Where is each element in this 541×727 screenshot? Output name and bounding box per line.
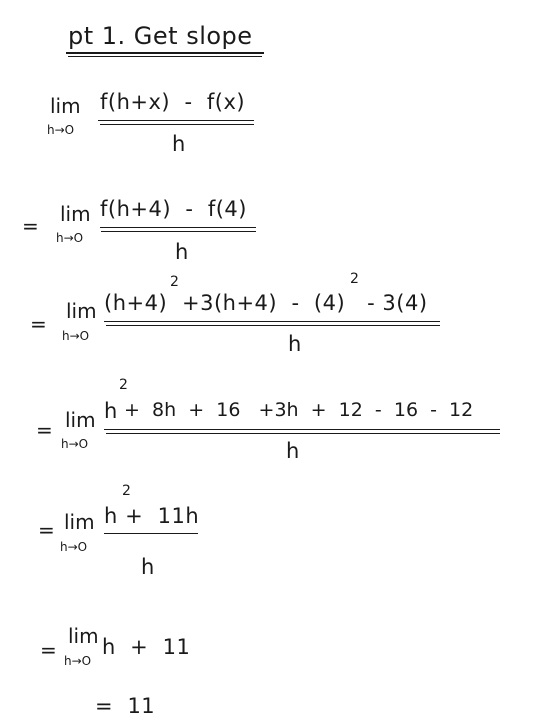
exponent: 2: [119, 377, 128, 393]
limit-label: lim: [60, 202, 91, 226]
fraction-bar: [104, 429, 500, 430]
fraction-bar-2: [101, 231, 256, 232]
fraction-bar: [100, 227, 256, 228]
numerator-part: + 8h + 16 +3h + 12 - 16 - 12: [118, 399, 474, 421]
limit-label: lim: [64, 510, 95, 534]
numerator-part: h: [104, 399, 118, 423]
equals-sign: =: [36, 418, 53, 442]
exponent: 2: [122, 483, 131, 499]
limit-approach: h→O: [64, 654, 92, 668]
equals-sign: =: [38, 518, 55, 542]
equals-sign: =: [40, 638, 57, 662]
limit-label: lim: [66, 299, 97, 323]
equals-sign: =: [22, 214, 39, 238]
final-result: = 11: [95, 694, 156, 718]
fraction-bar-2: [106, 433, 500, 434]
limit-approach: h→O: [47, 123, 75, 137]
title-underline: [66, 52, 264, 54]
fraction-bar-2: [106, 325, 440, 326]
fraction-bar: [104, 533, 198, 534]
numerator-part: h: [104, 504, 118, 528]
fraction-bar: [104, 321, 440, 322]
limit-label: lim: [68, 624, 99, 648]
numerator-part: +3(h+4) - (4): [182, 291, 346, 315]
numerator-part: + 11h: [118, 504, 200, 528]
fraction-bar: [98, 120, 254, 121]
numerator-part: - 3(4): [360, 291, 428, 315]
numerator: f(h+4) - f(4): [100, 197, 247, 221]
limit-expression: h + 11: [102, 635, 191, 659]
denominator: h: [172, 132, 186, 156]
page-title: pt 1. Get slope: [68, 22, 253, 50]
limit-label: lim: [65, 408, 96, 432]
denominator: h: [175, 240, 189, 264]
limit-approach: h→O: [62, 329, 90, 343]
limit-approach: h→O: [56, 231, 84, 245]
numerator: f(h+x) - f(x): [100, 90, 246, 114]
limit-approach: h→O: [61, 437, 89, 451]
fraction-bar-2: [100, 124, 254, 125]
equals-sign: =: [30, 312, 47, 336]
numerator-part: (h+4): [104, 291, 168, 315]
exponent: 2: [350, 271, 359, 287]
denominator: h: [286, 439, 300, 463]
title-underline-2: [68, 56, 262, 57]
limit-approach: h→O: [60, 540, 88, 554]
denominator: h: [288, 332, 302, 356]
denominator: h: [141, 555, 155, 579]
limit-label: lim: [50, 94, 81, 118]
exponent: 2: [170, 274, 179, 290]
